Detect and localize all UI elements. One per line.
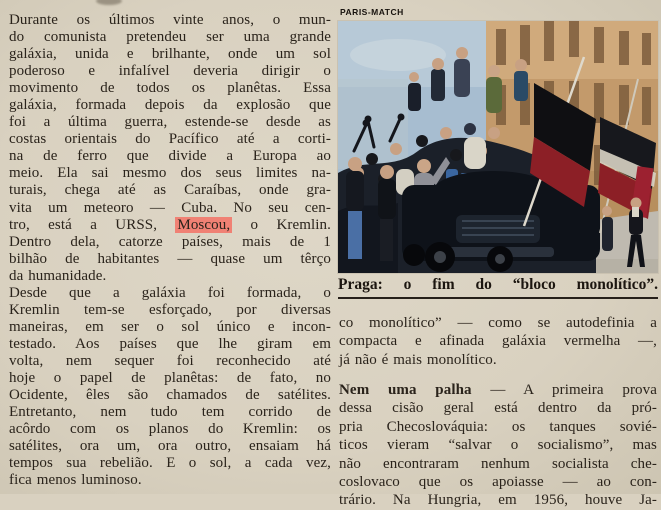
text-line: vita um meteoro — Cuba. No seu cen-: [9, 199, 331, 216]
text-line: co monolítico” — como se autodefinia a: [339, 315, 657, 331]
text-line: tro, está a URSS, Moscou, o Kremlin.: [9, 216, 331, 233]
text-line: já não é mais monolítico.: [339, 351, 497, 368]
text-line: costas orientais do Pacífico até a corti-: [9, 131, 331, 148]
text-line: foi a última guerra, estende-se desde as: [9, 114, 331, 131]
text-line: ticos vieram “salvar o socialismo”, mas: [339, 437, 657, 454]
article-right-column-paragraph-1: [339, 314, 657, 369]
text-line: Durante os últimos vinte anos, o mun-: [9, 12, 331, 28]
text-line: testado. Aos países que lhe giram em: [9, 335, 331, 352]
text-line: coslovaco que os apoiasse — ao con-: [339, 474, 657, 491]
text-line: da humanidade.: [9, 267, 107, 284]
text-line: fica menos luminoso.: [9, 472, 142, 489]
text-line: poderoso e infalível deveria dirigir o: [9, 63, 331, 80]
text-line: do comunista pretendeu ser uma grande: [9, 29, 331, 46]
text-line: galáxia, unida e brilhante, onde um sol: [9, 46, 331, 63]
text-line: Dentro dela, catorze países, mais de 1: [9, 233, 331, 250]
text-line: satélites, ora um, ora outro, ensaiam há: [9, 438, 331, 455]
text-line: galáxia, formada depois da explosão que: [9, 97, 331, 114]
photo: [338, 21, 658, 273]
text-line: meio. Ela sai mesmo dos seus limites na-: [9, 165, 331, 182]
text-line: Nem uma palha — A primeira prova: [339, 382, 657, 398]
text-line: Ocidente, êles são chamados de satélites.: [9, 387, 331, 404]
article-right-column-paragraph-2: [339, 381, 657, 509]
text-line: na de ferro que divide a Europa ao: [9, 148, 331, 165]
text-line: acôrdo com os planos do Kremlin: os: [9, 421, 331, 438]
text-line: não encontraram nenhum socialista che-: [339, 455, 657, 472]
text-line: tempos sua rebelião. E o sol, a cada vez,: [9, 455, 331, 472]
photo-credit: PARIS-MATCH: [340, 7, 404, 17]
text-line: trário. Na Hungria, em 1956, houve Ja-: [339, 492, 657, 509]
text-line: pria Checoslováquia: os tanques sovié-: [339, 418, 657, 435]
text-line: movimento de todos os planêtas. Essa: [9, 80, 331, 97]
highlight-moscou: Moscou,: [177, 216, 231, 233]
text-line: dessa cisão geral está dentro da pró-: [339, 400, 657, 417]
text-line: hoje o papel de planêtas: de fato, no: [9, 369, 331, 386]
text-line: Entretanto, nem tudo tem corrido de: [9, 404, 331, 421]
text-line: volta, nem sequer foi reconhecido até: [9, 352, 331, 369]
scan-smudge: [96, 0, 122, 5]
text-line: turais, chega até as Caraíbas, onde gra-: [9, 182, 331, 199]
photo-caption: Praga: o fim do “bloco monolítico”.: [338, 276, 658, 299]
text-line: bilhão de habitantes — quase um têrço: [9, 250, 331, 267]
article-left-column: [9, 12, 331, 489]
text-line: maneiras, em ser o sol único e incon-: [9, 318, 331, 335]
text-line: Kremlin tem-se esforçado, por diversas: [9, 301, 331, 318]
text-line: Desde que a galáxia foi formada, o: [9, 284, 331, 301]
text-line: compacta e afinada galáxia vermelha —,: [339, 333, 657, 350]
